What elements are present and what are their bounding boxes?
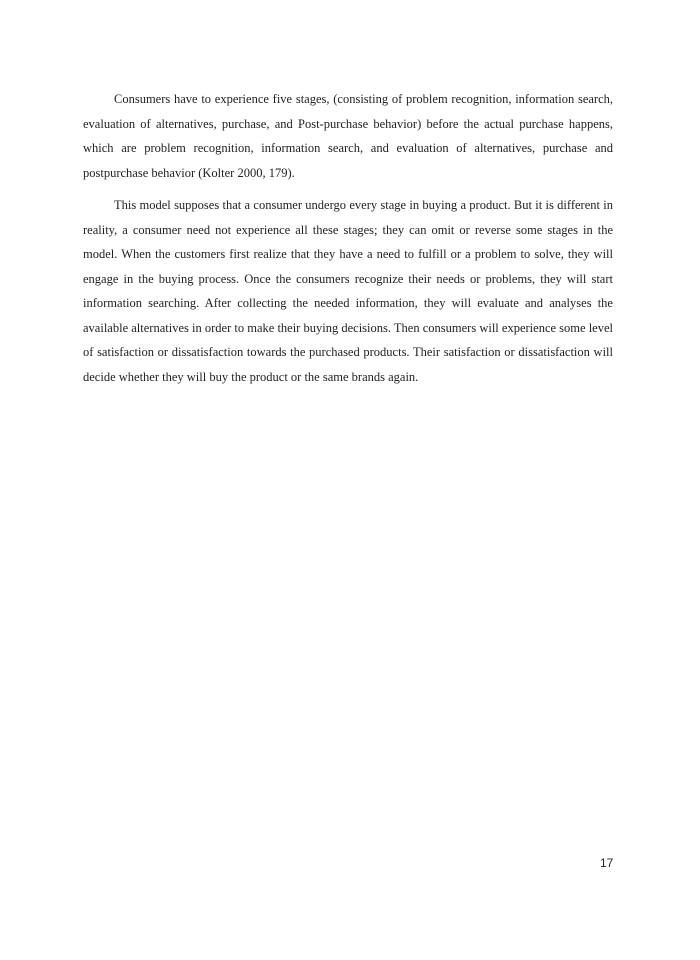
page-number: 17 [600, 856, 614, 870]
body-text [83, 87, 613, 389]
paragraph-consumer-stages: Consumers have to experience five stages, (consisting of problem recognition, information search, evaluation of alternatives, purchase, and Post-purchase behavior) before the actual purchase happens, which are problem recognition, information search, and evaluation of alternatives, purchase and postpurchase behavior (Kolter 2000, 179). [83, 92, 613, 180]
paragraph-model-explanation: This model supposes that a consumer undergo every stage in buying a product. But it is different in reality, a consumer need not experience all these stages; they can omit or reverse some stages in the model. When the customers first realize that they have a need to fulfill or a problem to solve, they will engage in the buying process. Once the consumers recognize their needs or problems, they will start information searching. After collecting the needed information, they will evaluate and analyses the available alternatives in order to make their buying decisions. Then consumers will experience some level of satisfaction or dissatisfaction towards the purchased products. Their satisfaction or dissatisfaction will decide whether they will buy the product or the same brands again. [83, 198, 613, 384]
